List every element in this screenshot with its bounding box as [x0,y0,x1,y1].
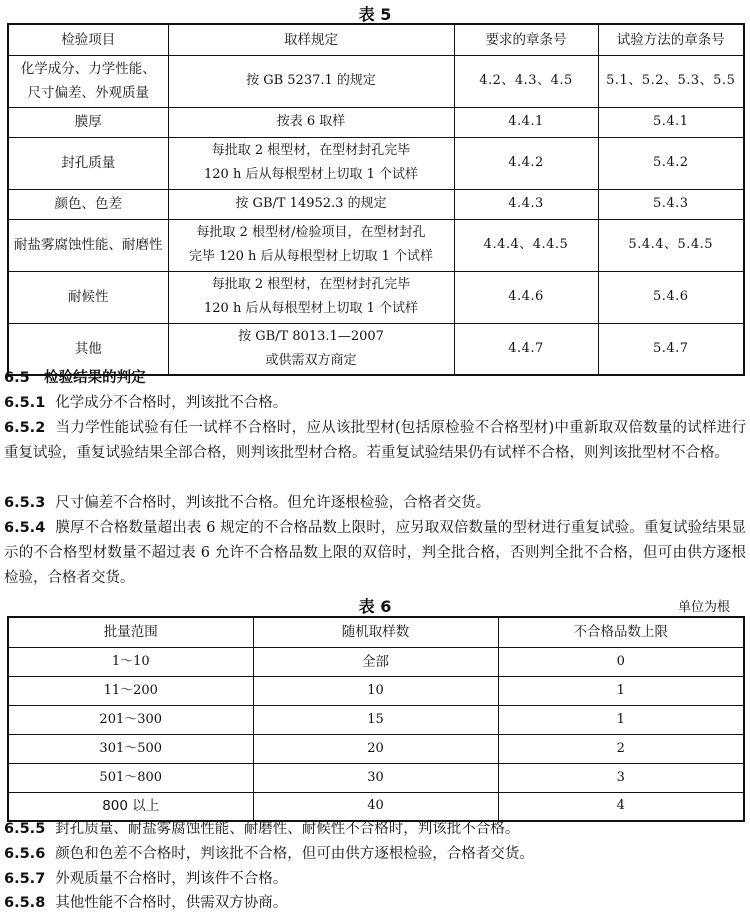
table5-sampling-line: 120 h 后从每根型材上切取 1 个试样 [204,167,418,182]
table5-sampling-line: 或供需双方商定 [265,352,357,368]
table5-sampling-line: 每批取 2 根型材，在型材封孔完毕 [211,143,411,158]
clause-number: 6.5.3 [4,495,46,511]
table5-header-sampling: 取样规定 [168,24,454,55]
table6-limit-cell: 2 [498,734,744,763]
table5-item-line: 颜色、色差 [54,196,122,212]
table6-header-batch: 批量范围 [8,617,253,647]
table5-item-line: 膜厚 [74,114,102,130]
table5-method-cell: 5.4.7 [598,323,744,375]
clause-text: 封孔质量、耐盐雾腐蚀性能、耐磨性、耐候性不合格时，判该批不合格。 [55,821,520,837]
table-row [8,219,744,271]
table6-limit-cell: 3 [498,763,744,792]
paragraph-6-5-5 [4,817,746,842]
table-row [8,734,744,763]
table6-sample-cell: 20 [253,734,498,763]
table5-item-line: 封孔质量 [61,155,116,171]
table6-limit-cell: 1 [498,676,744,705]
table6-header-sample: 随机取样数 [253,617,498,647]
clause-text: 外观质量不合格时，判该件不合格。 [55,871,288,887]
table5-sampling-cell [168,189,454,219]
table5-sampling-cell [168,137,454,189]
table-row [8,107,744,137]
table6-limit-cell: 4 [498,792,744,821]
table5-sampling-line: 按 GB/T 14952.3 的规定 [235,196,387,211]
table6-unit: 单位为根 [677,600,730,615]
clause-number: 6.5.2 [4,420,46,436]
table5-item-cell [8,55,168,107]
table5-method-cell: 5.4.4、5.4.5 [598,219,744,271]
table6-batch-cell: 800 以上 [8,792,253,821]
table6-batch-cell: 501～800 [8,763,253,792]
table-row [8,137,744,189]
table5-requirement-cell: 4.4.7 [454,323,598,375]
table5-item-line: 耐候性 [68,289,109,305]
table-row [8,647,744,676]
table5-method-cell: 5.1、5.2、5.3、5.5 [598,55,744,107]
table5-sampling-line: 完毕 120 h 后从每根型材上切取 1 个试样 [188,249,434,264]
table6-sample-cell: 40 [253,792,498,821]
table5-header-row [8,24,744,55]
table5-sampling-line: 120 h 后从每根型材上切取 1 个试样 [204,301,418,316]
clause-number: 6.5.4 [4,520,46,536]
table5-method-cell: 5.4.6 [598,271,744,323]
table-row [8,676,744,705]
table5-item-cell [8,137,168,189]
section-heading: 6.5 检验结果的判定 [4,370,146,386]
table5-sampling-line: 按 GB/T 8013.1—2007 [238,328,384,344]
clause-text: 化学成分不合格时，判该批不合格。 [55,395,288,411]
table6-limit-cell: 1 [498,705,744,734]
table5-sampling-cell [168,271,454,323]
table-row [8,705,744,734]
table5-item-cell [8,107,168,137]
clause-text: 颜色和色差不合格时，判该批不合格，但可由供方逐根检验，合格者交货。 [55,846,534,862]
paragraph-6-5-8 [4,891,746,916]
table6-sample-cell: 30 [253,763,498,792]
clause-text: 当力学性能试验有任一试样不合格时，应从该批型材(包括原检验不合格型材)中重新取双倍数量的试样进行重复试验，重复试验结果全部合格，则判该批型材合格。若重复试验结果仍有试样不合格，则判该批型材不合格。 [4,420,746,461]
table5-item-line: 尺寸偏差、外观质量 [27,85,149,101]
table5-header-method: 试验方法的章条号 [598,24,744,55]
table5-sampling-line: 每批取 2 根型材，在型材封孔完毕 [211,277,411,292]
table5-item-cell [8,219,168,271]
table5-sampling-line: 按表 6 取样 [276,114,346,129]
table5-item-line: 其他 [74,340,102,357]
table6-batch-cell: 201～300 [8,705,253,734]
table5-method-cell: 5.4.1 [598,107,744,137]
paragraph-6-5-1 [4,391,746,416]
table5-header-item: 检验项目 [8,24,168,55]
table5-item-line: 耐盐雾腐蚀性能、耐磨性 [14,237,163,253]
table6-batch-cell: 301～500 [8,734,253,763]
table5-header-requirement: 要求的章条号 [454,24,598,55]
table6-header-row [8,617,744,647]
table5-sampling-line: 按 GB 5237.1 的规定 [246,73,376,88]
clause-number: 6.5.8 [4,895,46,911]
table5-sampling-cell [168,55,454,107]
table6-caption: 表 6 [358,597,392,616]
clause-number: 6.5.5 [4,821,46,837]
table5-item-line: 化学成分、力学性能、 [20,61,156,77]
clause-number: 6.5.6 [4,846,46,862]
table5 [7,23,745,376]
table6-limit-cell: 0 [498,647,744,676]
table5-method-cell: 5.4.2 [598,137,744,189]
table5-sampling-cell [168,107,454,137]
table5-item-cell [8,189,168,219]
table6-batch-cell: 11～200 [8,676,253,705]
clause-text: 其他性能不合格时，供需双方协商。 [55,895,288,911]
paragraph-6-5-3 [4,491,746,516]
clause-text: 膜厚不合格数量超出表 6 规定的不合格品数上限时，应另取双倍数量的型材进行重复试验。重复试验结果显示的不合格型材数量不超过表 6 允许不合格品数上限的双倍时，判全批合格，否则判全批不合格，但可由供方逐根检验，合格者交货。 [4,520,746,586]
table-row [8,189,744,219]
table-row [8,271,744,323]
table-row [8,55,744,107]
table5-requirement-cell: 4.4.6 [454,271,598,323]
table6-sample-cell: 10 [253,676,498,705]
table5-sampling-line: 每批取 2 根型材/检验项目，在型材封孔 [196,225,426,240]
table5-requirement-cell: 4.4.3 [454,189,598,219]
table5-requirement-cell: 4.4.1 [454,107,598,137]
table5-requirement-cell: 4.4.2 [454,137,598,189]
clause-number: 6.5.1 [4,395,46,411]
table6-sample-cell: 15 [253,705,498,734]
table5-requirement-cell: 4.2、4.3、4.5 [454,55,598,107]
table6-batch-cell: 1～10 [8,647,253,676]
table5-requirement-cell: 4.4.4、4.4.5 [454,219,598,271]
paragraph-6-5-6 [4,842,746,867]
table5-method-cell: 5.4.3 [598,189,744,219]
table5-sampling-cell [168,219,454,271]
paragraph-6-5-2 [4,416,746,466]
table-row [8,763,744,792]
table5-item-cell [8,271,168,323]
clause-text: 尺寸偏差不合格时，判该批不合格。但允许逐根检验，合格者交货。 [55,495,491,511]
table5-caption: 表 5 [358,5,392,24]
paragraph-6-5-7 [4,867,746,892]
table5-sampling-cell [168,323,454,375]
clause-number: 6.5.7 [4,871,46,887]
table6-sample-cell: 全部 [253,647,498,676]
table6 [7,616,745,822]
table6-header-limit: 不合格品数上限 [498,617,744,647]
paragraph-6-5-4 [4,516,746,591]
